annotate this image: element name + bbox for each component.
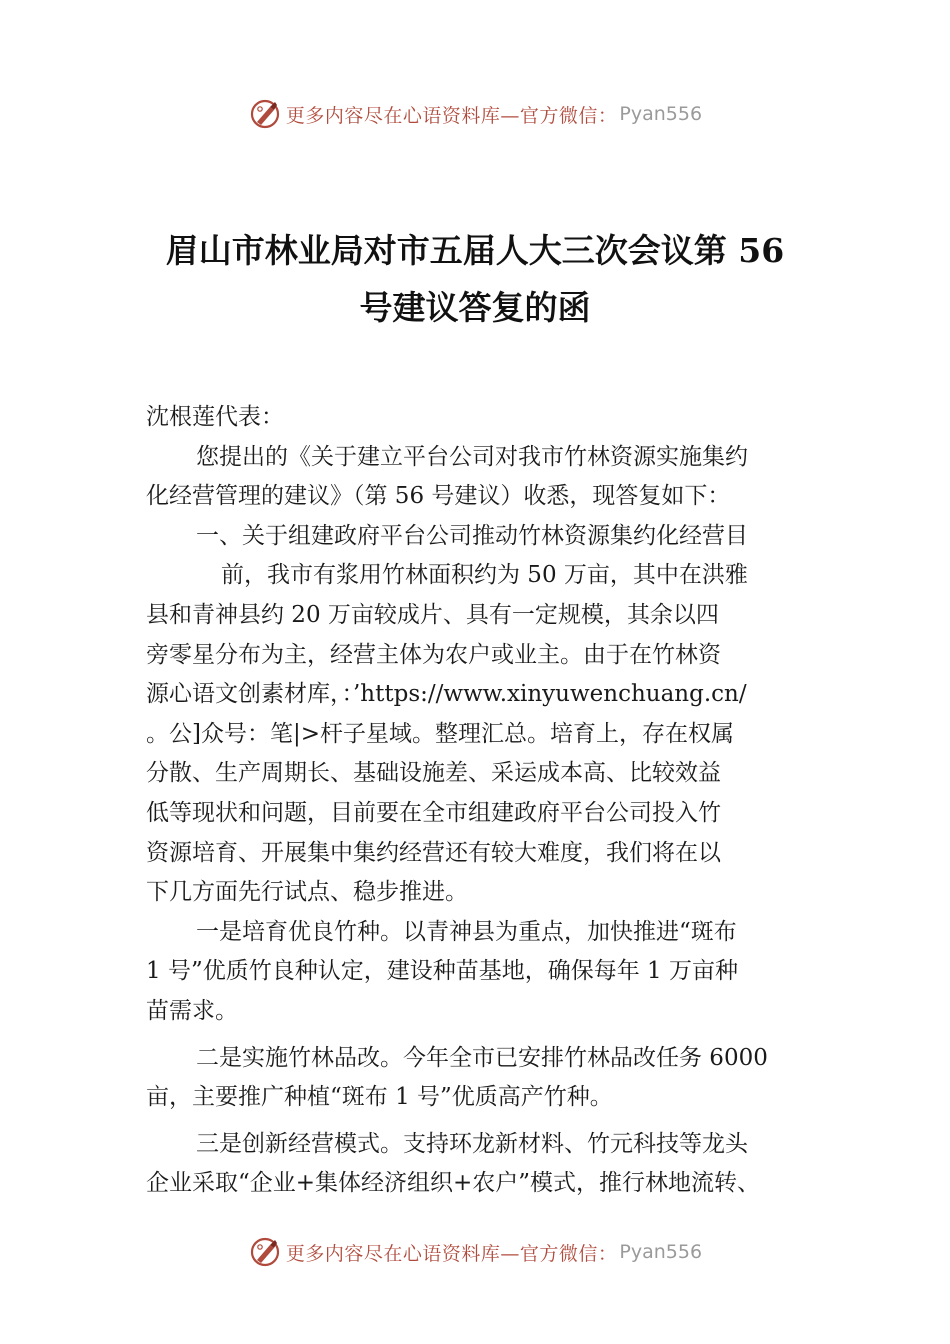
salutation: 沈根莲代表： — [146, 404, 284, 430]
body-line: 。公]众号：笔|>杆子星域。整理汇总。培育上，存在权属 — [146, 720, 734, 747]
body-line: 1 号”优质竹良种认定，建设种苗基地，确保每年 1 万亩种 — [146, 958, 738, 985]
title-line-1: 眉山市林业局对市五届人大三次会议第 56 — [165, 231, 785, 270]
body-line: 资源培育、开展集中集约经营还有较大难度，我们将在以 — [146, 839, 721, 866]
body-line: 分散、生产周期长、基础设施差、采运成本高、比较效益 — [146, 760, 721, 787]
body-line: 下几方面先行试点、稳步推进。 — [146, 879, 468, 906]
banner-brand-text: 更多内容尽在心语资料库—官方微信： — [285, 1242, 618, 1265]
banner-brand-text: 更多内容尽在心语资料库—官方微信： — [285, 104, 618, 127]
body-line: 苗需求。 — [146, 997, 238, 1024]
title-line-2: 号建议答复的函 — [359, 288, 591, 327]
body-line: 低等现状和问题，目前要在全市组建政府平台公司投入竹 — [146, 799, 721, 826]
pen-nib-circle-icon — [248, 1235, 282, 1269]
footer-banner — [0, 1232, 950, 1272]
banner-contact-id: Pyan556 — [619, 1241, 703, 1263]
pen-nib-circle-icon — [248, 97, 282, 131]
body-line: 化经营管理的建议》（第 56 号建议）收悉，现答复如下： — [146, 483, 731, 510]
body-line: 您提出的《关于建立平台公司对我市竹林资源实施集约 — [196, 443, 748, 470]
body-line: 源心语文创素材库，：’https://www.xinyuwenchuang.cn/ — [146, 681, 747, 708]
section-heading: 一、关于组建政府平台公司推动竹林资源集约化经营目 — [196, 522, 748, 549]
banner-contact-id: Pyan556 — [619, 103, 703, 125]
document-title — [0, 222, 950, 336]
body-line: 县和青神县约 20 万亩较成片、具有一定规模，其余以四 — [146, 601, 719, 628]
body-line: 企业采取“企业+集体经济组织+农户”模式，推行林地流转、 — [146, 1170, 761, 1197]
body-line: 三是创新经营模式。支持环龙新材料、竹元科技等龙头 — [196, 1130, 748, 1157]
body-line: 二是实施竹林品改。今年全市已安排竹林品改任务 6000 — [196, 1044, 768, 1071]
body-line: 前，我市有浆用竹林面积约为 50 万亩，其中在洪雅 — [221, 562, 748, 589]
document-body — [146, 398, 814, 1204]
header-banner — [0, 94, 950, 134]
body-line: 亩，主要推广种植“斑布 1 号”优质高产竹种。 — [146, 1084, 613, 1111]
body-line: 一是培育优良竹种。以青神县为重点，加快推进“斑布 — [196, 918, 737, 945]
body-line: 旁零星分布为主，经营主体为农户或业主。由于在竹林资 — [146, 641, 721, 668]
